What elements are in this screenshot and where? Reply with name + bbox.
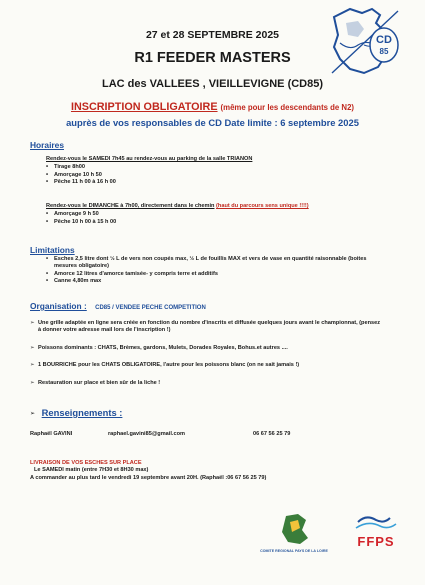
sunday-title: Rendez-vous le DIMANCHE à 7h00, directement dans le chemin [46,203,215,209]
cd85-logo [328,3,404,81]
organisation-line [30,301,206,311]
organisation-item: ➢ 1 BOURRICHE pour les CHATS OBLIGATOIRE, l'autre pour les poissons blanc (on ne sait jamais !) [30,362,380,369]
organisation-list [30,320,380,387]
limitations-title: Limitations [30,245,75,255]
limitation-item: • Amorce 12 litres d'amorce tamisée- y compris terre et additifs [46,271,376,278]
limitation-item: • Esches 2,5 litre dont ½ L de vers non coupés max, ½ L de fouillis MAX et vers de vase en quantité raisonnable (boites mesures obligatoire) [46,256,376,271]
event-location: LAC des VALLEES , VIEILLEVIGNE (CD85) [101,78,324,90]
contact-name: Raphaël GAVINI [30,431,73,437]
horaires-title: Horaires [30,140,64,150]
sunday-item: • Pêche 10 h 00 à 15 h 00 [46,219,376,226]
contact-phone: 06 67 56 25 79 [253,431,291,437]
organisation-item: ➢ Poissons dominants : CHATS, Brèmes, gardons, Mulets, Dorades Royales, Bohus.et autres .... [30,345,380,352]
organisation-item: ➢ Restauration sur place et bien sûr de la liche ! [30,380,380,387]
ffps-text: FFPS [357,534,395,549]
livraison-title: LIVRAISON DE VOS ESCHES SUR PLACE [30,460,142,466]
renseignements-label: Renseignements : [41,407,123,418]
arrow-icon: ➢ [30,411,36,418]
responsables-line: auprès de vos responsables de CD Date limite : 6 septembre 2025 [66,117,359,128]
organisation-label: Organisation : [30,301,87,311]
saturday-item: • Amorçage 10 h 50 [46,172,376,179]
renseignements-line [30,407,122,418]
cd85-logo-number: 85 [379,47,389,56]
sunday-item: • Amorçage 9 h 50 [46,211,376,218]
organisation-item: ➢ Une grille adaptée en ligne sera créée en fonction du nombre d'inscrits et diffusée quelques jours avant le championnat, (pensez à donner votre adresse mail lors de l'inscription !) [30,320,380,335]
saturday-item: • Pêche 11 h 00 à 16 h 00 [46,179,376,186]
organisation-org: CD85 / VENDEE PECHE COMPETITION [95,305,206,311]
livraison-line1: Le SAMEDI matin (entre 7H30 et 8H30 max) [34,467,149,474]
comite-regional-logo [260,514,328,553]
horaires-saturday [46,156,376,187]
inscription-title: INSCRIPTION OBLIGATOIRE [70,101,218,113]
horaires-sunday [46,203,376,226]
event-date: 27 et 28 SEPTEMBRE 2025 [145,29,280,41]
livraison-line2: A commander au plus tard le vendredi 19 septembre avant 20H. (Raphaël :06 67 56 25 79) [30,474,267,481]
inscription-note: (même pour les descendants de N2) [220,103,355,112]
contact-email[interactable]: raphael.gavini85@gmail.com [108,431,185,437]
saturday-title: Rendez-vous le SAMEDI 7h45 au rendez-vous au parking de la salle TRIANON [46,156,253,162]
comite-text: COMITE REGIONAL PAYS DE LA LOIRE [260,549,328,553]
sponsor-logos [260,510,418,564]
limitation-item: • Canne 4,80m max [46,278,376,285]
sunday-note: (haut du parcours sens unique !!!!) [216,203,309,209]
inscription-line [0,101,425,113]
limitations-list [46,256,376,286]
event-title: R1 FEEDER MASTERS [134,50,291,66]
ffps-logo [356,517,396,549]
livraison-block [30,460,390,482]
saturday-item: • Tirage 8h00 [46,164,376,171]
cd85-logo-text: CD [376,34,392,46]
